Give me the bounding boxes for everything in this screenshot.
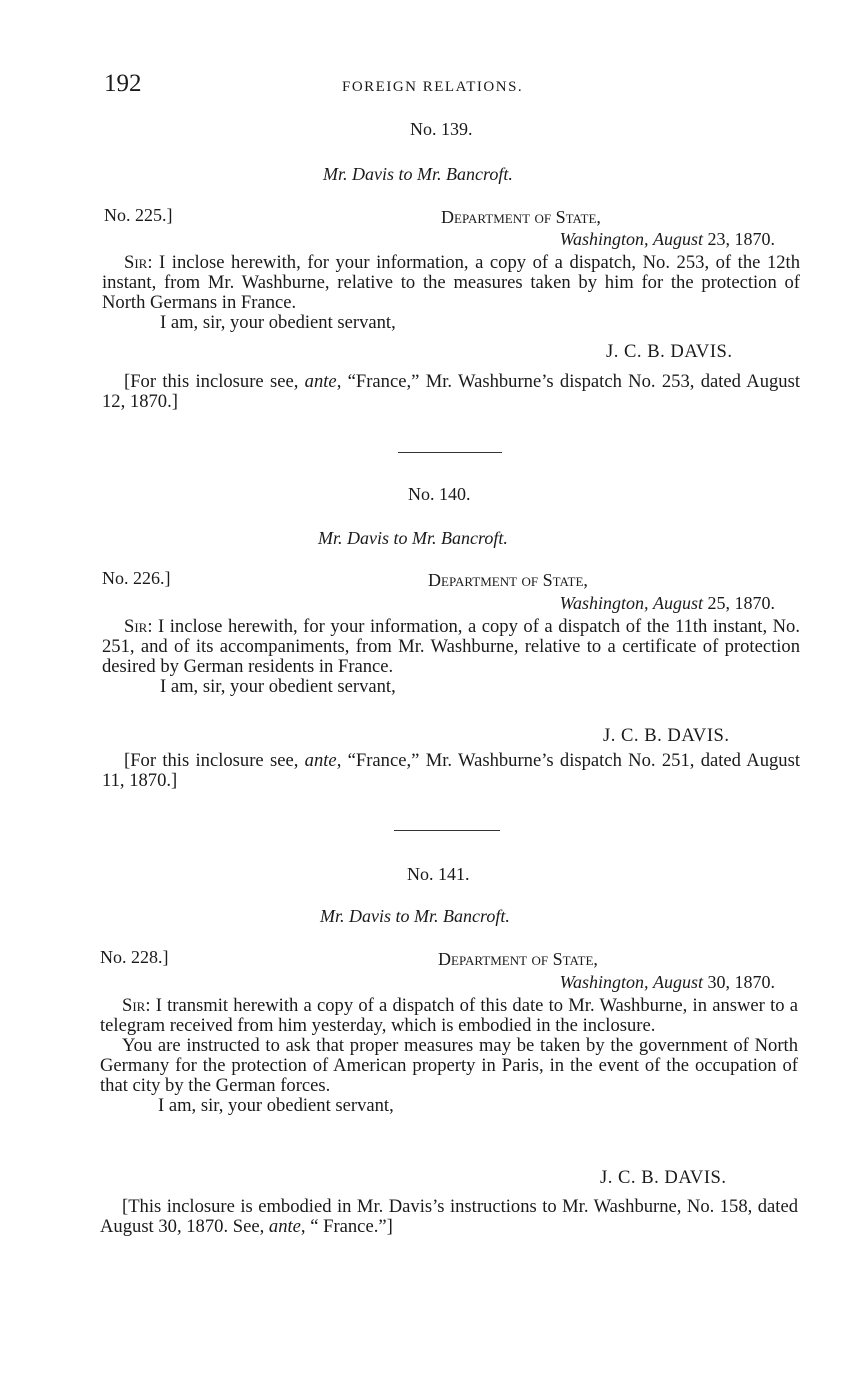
note-ante: ante: [268, 1216, 301, 1237]
dateline-date: 23, 1870.: [707, 229, 775, 249]
section-divider: [398, 452, 502, 453]
letter-heading: Mr. Davis to Mr. Bancroft.: [318, 528, 508, 548]
body-paragraph: [102, 253, 800, 313]
note-text-rest: , “ France.”]: [300, 1216, 393, 1237]
dateline: [560, 593, 775, 614]
body-paragraph: [102, 617, 800, 677]
closing-line: I am, sir, your obedient servant,: [158, 1095, 394, 1116]
department-line: Department of State,: [438, 949, 598, 969]
dateline-place: Washington,: [559, 972, 649, 992]
note-text: [For this inclosure see,: [124, 371, 305, 392]
inclosure-note: [102, 751, 800, 791]
note-text: [This inclosure is embodied in Mr. Davis’s instructions to Mr. Washburne, No. 158, dated August 30, 1870. See,: [100, 1196, 798, 1237]
note-text: [For this inclosure see,: [124, 750, 305, 771]
note-ante: ante: [304, 750, 337, 771]
letter-body: [100, 996, 798, 1116]
note-text-rest: , “France,” Mr. Washburne’s dispatch No. 253, dated August 12, 1870.]: [102, 371, 800, 412]
signature: J. C. B. DAVIS.: [600, 1167, 727, 1188]
salutation: Sir: [124, 616, 148, 637]
letter-body: [102, 253, 800, 333]
paragraph-text: : I transmit herewith a copy of a dispatch of this date to Mr. Washburne, in answer to a telegram received from him yesterday, which is embodied in the inclosure.: [100, 995, 798, 1036]
section-divider: [394, 830, 500, 831]
note-ante: ante: [304, 371, 337, 392]
signature: J. C. B. DAVIS.: [603, 725, 730, 746]
salutation: Sir: [124, 252, 148, 273]
signature: J. C. B. DAVIS.: [606, 341, 733, 362]
department-line: Department of State,: [441, 207, 601, 227]
dateline: [560, 229, 775, 250]
dateline-date: 30, 1870.: [707, 972, 775, 992]
dateline-place: Washington,: [559, 593, 649, 613]
dateline-month: August: [652, 229, 703, 249]
dateline-month: August: [652, 972, 703, 992]
inclosure-note: [102, 372, 800, 412]
dateline-month: August: [652, 593, 703, 613]
letter-reference: No. 226.]: [102, 568, 171, 588]
paragraph-text: : I inclose herewith, for your information, a copy of a dispatch of the 11th instant, No. 251, and of its accompaniments, from Mr. Washburne, relative to a certificate of protection desired by German residents in France.: [102, 616, 800, 677]
letter-number: No. 140.: [408, 484, 471, 504]
note-text-rest: , “France,” Mr. Washburne’s dispatch No. 251, dated August 11, 1870.]: [102, 750, 800, 791]
letter-number: No. 139.: [410, 119, 473, 139]
salutation: Sir: [122, 995, 146, 1016]
running-head: FOREIGN RELATIONS.: [342, 79, 524, 95]
page-number: 192: [104, 70, 142, 97]
letter-heading: Mr. Davis to Mr. Bancroft.: [320, 906, 510, 926]
body-paragraph: [100, 996, 798, 1036]
paragraph-text: : I inclose herewith, for your information, a copy of a dispatch, No. 253, of the 12th instant, from Mr. Washburne, relative to the measures taken by him for the protection of North Germans in France.: [102, 252, 800, 313]
inclosure-note: [100, 1197, 798, 1237]
letter-reference: No. 225.]: [104, 205, 173, 225]
closing-line: I am, sir, your obedient servant,: [160, 312, 396, 333]
dateline-date: 25, 1870.: [707, 593, 775, 613]
body-paragraph: You are instructed to ask that proper measures may be taken by the government of North Germany for the protection of American property in Paris, in the event of the occupation of that city by the German forces.: [100, 1035, 798, 1096]
department-line: Department of State,: [428, 570, 588, 590]
dateline-place: Washington,: [559, 229, 649, 249]
letter-number: No. 141.: [407, 864, 470, 884]
letter-body: [102, 617, 800, 697]
closing-line: I am, sir, your obedient servant,: [160, 676, 396, 697]
letter-reference: No. 228.]: [100, 947, 169, 967]
letter-heading: Mr. Davis to Mr. Bancroft.: [323, 164, 513, 184]
dateline: [560, 972, 775, 993]
